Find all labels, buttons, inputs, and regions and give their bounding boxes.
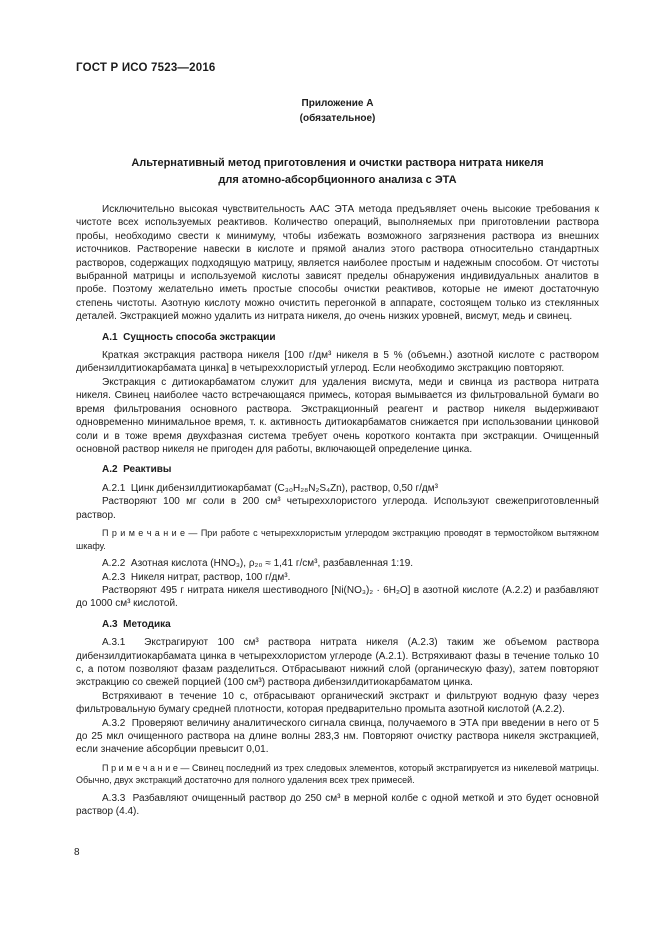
paragraph-intro: Исключительно высокая чувствительность ААС ЭТА метода предъявляет очень высокие требования к чистоте всех используемых реактивов. Количество операций, выполняемых при приготовлении раствора пробы, необходимо свести к минимуму, чтобы избежать возможного загрязнения раствора из внешних источников. Растворение навески в кислоте и прямой анализ этого раствора относительно стандартных растворов, содержащих подходящую матрицу, является наиболее простым и надежным способом. От чистоты выбранной матрицы и используемой кислоты зависят пределы обнаружения индивидуальных аналитов в пробе. Поэтому желательно иметь простые способы очистки реактивов, которые не имеют достаточную степень чистоты. Азотную кислоту можно очистить перегонкой в аппарате, состоящем только из стеклянных деталей. Экстракцией можно удалить из нитрата никеля, до очень низких уровней, висмут, медь и свинец.: [76, 204, 599, 323]
paragraph-a2-2-acid: А.2.2 Азотная кислота (HNO₃), ρ₂₀ ≈ 1,41 г/см³, разбавленная 1:19.: [102, 558, 414, 570]
paragraph-a2-3-preparation: Растворяют 495 г нитрата никеля шестиводного [Ni(NO₃)₂ · 6H₂O] в азотной кислоте (А.2.2) и разбавляют до 1000 см³ кислотой.: [76, 584, 599, 610]
paragraph-a1-extraction: Краткая экстракция раствора никеля [100 г/дм³ никеля в 5 % (объемн.) азотной кислоте с раствором дибензилдитиокарбамата цинка] в четыреххлористый углерод. Если необходимо экстракцию повторяют.: [76, 350, 599, 375]
paragraph-a3-2-check: А.3.2 Проверяют величину аналитического сигнала свинца, получаемого в ЭТА при введении в него от 5 до 25 мкл очищенного раствора на длине волны 283,3 нм. Повторяют очистку раствора никеля экстракцией, если значение абсорбции превысит 0,01.: [76, 717, 599, 756]
annex-sublabel: (обязательное): [299, 113, 376, 124]
paragraph-a2-1-preparation: Растворяют 100 мг соли в 200 см³ четыреххлористого углерода. Используют свежеприготовленный раствор.: [76, 496, 599, 521]
paragraph-a1-details: Экстракция с дитиокарбаматом служит для удаления висмута, меди и свинца из раствора нитрата никеля. Свинец наиболее часто встречающаяся примесь, которая вымывается из фильтровальной бумаги во время фильтрования основного раствора. Экстракционный реагент и раствор никеля выдерживают одновременно минимальное время, т. к. активность дитиокарбаматов снижается при использовании цинковой соли и в тоже время двухфазная система требует очень короткого контакта при экстракции. Очищенный основной раствор никеля не пригоден для работы, включающей определение цинка.: [76, 376, 599, 455]
annex-label: Приложение А: [301, 98, 374, 109]
section-heading-a2: А.2 Реактивы: [102, 464, 172, 476]
paragraph-a3-3-dilution: А.3.3 Разбавляют очищенный раствор до 250 см³ в мерной колбе с одной меткой и это будет основной раствор (4.4).: [76, 793, 599, 818]
note-a2-1: П р и м е ч а н и е — При работе с четыреххлористым углеродом экстракцию проводят в термостойком вытяжном шкафу.: [76, 527, 599, 551]
section-heading-a1: А.1 Сущность способа экстракции: [102, 331, 276, 343]
section-heading-a3: А.3 Методика: [102, 618, 171, 630]
document-header: ГОСТ Р ИСО 7523—2016: [76, 62, 216, 74]
note-a3-2: П р и м е ч а н и е — Свинец последний из трех следовых элементов, который экстрагируется из никелевой матрицы. Обычно, двух экстракций достаточно для полного удаления всех трех примесей.: [76, 762, 599, 786]
paragraph-a3-1-shaking: Встряхивают в течение 10 с, отбрасывают органический экстракт и фильтруют водную фазу через фильтровальную бумагу средней плотности, которая предварительно промыта азотной кислотой (А.2.2).: [76, 690, 599, 716]
paragraph-a2-1-reagent: А.2.1 Цинк дибензилдитиокарбамат (C₃₀H₂₈N₂S₄Zn), раствор, 0,50 г/дм³: [102, 482, 438, 494]
document-body: [76, 203, 599, 819]
paragraph-a2-3-nitrate: А.2.3 Никеля нитрат, раствор, 100 г/дм³.: [102, 571, 291, 583]
annex-title: [76, 155, 599, 189]
page-number: 8: [74, 847, 80, 858]
annex-title-line-1: Альтернативный метод приготовления и очистки раствора нитрата никеля: [131, 157, 544, 169]
paragraph-a3-1-procedure: А.3.1 Экстрагируют 100 см³ раствора нитрата никеля (А.2.3) таким же объемом раствора дибензилдитиокарбамата цинка в четыреххлористом углероде (А.2.1). Встряхивают фазы в течение только 10 с, а потом позволяют фазам разделиться. Отбрасывают нижний слой (органическую фазу), затем повторяют экстракцию со свежей порцией (100 см³) раствора дибензилдитиокарбаматом цинка.: [76, 637, 599, 689]
annex-title-line-2: для атомно-абсорбционного анализа с ЭТА: [218, 174, 457, 186]
